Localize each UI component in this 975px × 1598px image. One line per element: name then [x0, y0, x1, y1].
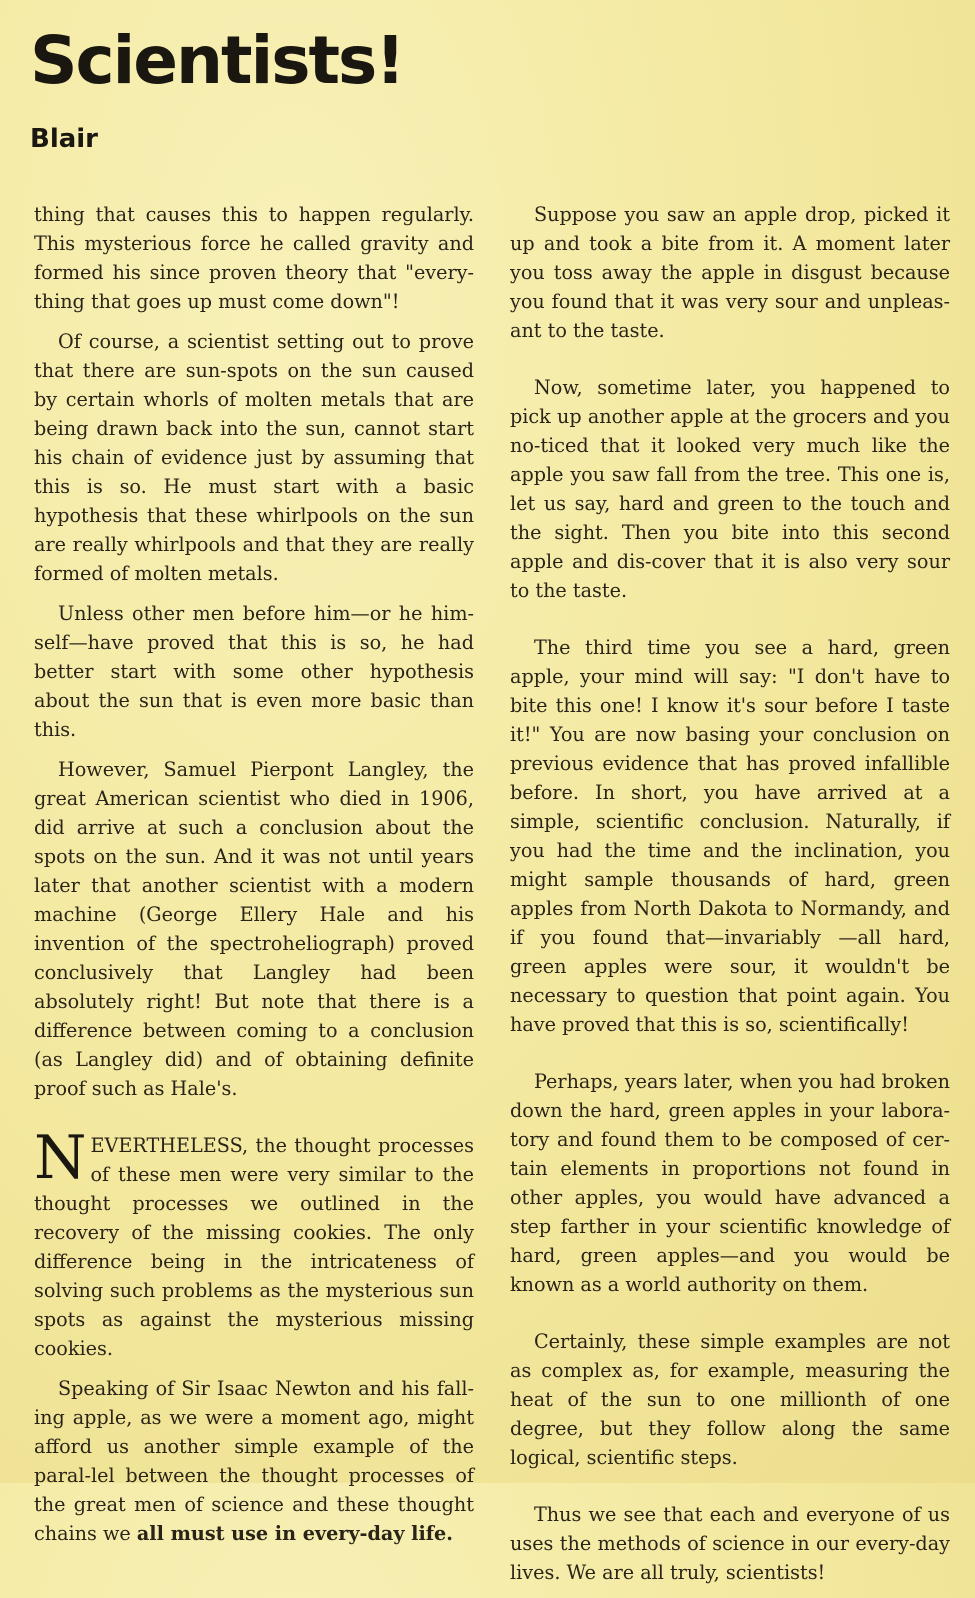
article-author: Blair — [30, 124, 99, 154]
left-paragraph-2: Of course, a scientist setting out to prove that there are sun-spots on the sun caused by certain whorls of molten metals that are being drawn back into the sun, cannot start his chain of evidence just by assuming that this is so. He must start with a basic hypothesis that these whirlpools on the sun are really whirlpools and that they are really formed of molten metals. — [34, 330, 474, 585]
left-paragraph-6-bold-tail: all must use in every-day life. — [136, 1522, 453, 1545]
left-paragraph-5 — [34, 1123, 474, 1363]
right-paragraph-3: The third time you see a hard, green apple, your mind will say: "I don't have to bite this one! I know it's sour before I taste it!" You are now basing your conclusion on previous evidence that has proved infallible before. In short, you have arrived at a simple, scientific conclusion. Naturally, if you had the time and the inclination, you might sample thousands of hard, green apples from North Dakota to Normandy, and if you found that—invariably —all hard, green apples were sour, it wouldn't be necessary to question that point again. You have proved that this is so, scientifically! — [510, 636, 950, 1036]
left-paragraph-4: However, Samuel Pierpont Langley, the great American scientist who died in 1906, did arrive at such a conclusion about the spots on the sun. And it was not until years later that another scientist with a modern machine (George Ellery Hale and his invention of the spectroheliograph) proved conclusively that Langley had been absolutely right! But note that there is a difference between coming to a conclusion (as Langley did) and of obtaining definite proof such as Hale's. — [34, 758, 474, 1100]
drop-cap: N — [34, 1123, 87, 1193]
left-column — [34, 200, 474, 1559]
right-paragraph-5: Certainly, these simple examples are not as complex as, for example, measuring the heat of the sun to one millionth of one degree, but they follow along the same logical, scientific steps. — [510, 1330, 950, 1469]
left-paragraph-6-text: Speaking of Sir Isaac Newton and his fall-ing apple, as we were a moment ago, might afford us another simple example of the paral-lel between the thought processes of the great men of science and these thought chains we — [34, 1377, 474, 1545]
right-paragraph-1: Suppose you saw an apple drop, picked it up and took a bite from it. A moment later you toss away the apple in disgust because you found that it was very sour and unpleas-ant to the taste. — [510, 203, 950, 342]
right-paragraph-6: Thus we see that each and everyone of us uses the methods of science in our every-day lives. We are all truly, scientists! — [510, 1503, 950, 1584]
left-paragraph-6 — [34, 1374, 474, 1548]
right-paragraph-2: Now, sometime later, you happened to pick up another apple at the grocers and you no-ticed that it looked very much like the apple you saw fall from the tree. This one is, let us say, hard and green to the touch and the sight. Then you bite into this second apple and dis-cover that it is also very sour to the taste. — [510, 376, 950, 602]
left-paragraph-1: thing that causes this to happen regularly. This mysterious force he called gravity and formed his since proven theory that "every-thing that goes up must come down"! — [34, 203, 474, 313]
article-title: Scientists! — [30, 22, 404, 99]
right-column — [510, 200, 950, 1598]
left-paragraph-3: Unless other men before him—or he him-self—have proved that this is so, he had better start with some other hypothesis about the sun that is even more basic than this. — [34, 602, 474, 741]
right-paragraph-4: Perhaps, years later, when you had broken down the hard, green apples in your labora-tory and found them to be composed of cer-tain elements in proportions not found in other apples, you would have advanced a step farther in your scientific knowledge of hard, green apples—and you would be known as a world authority on them. — [510, 1070, 950, 1296]
left-paragraph-5-text: EVERTHELESS, the thought processes of these men were very similar to the thought processes we outlined in the recovery of the missing cookies. The only difference being in the intricateness of solving such problems as the mysterious sun spots as against the mysterious missing cookies. — [34, 1134, 474, 1360]
